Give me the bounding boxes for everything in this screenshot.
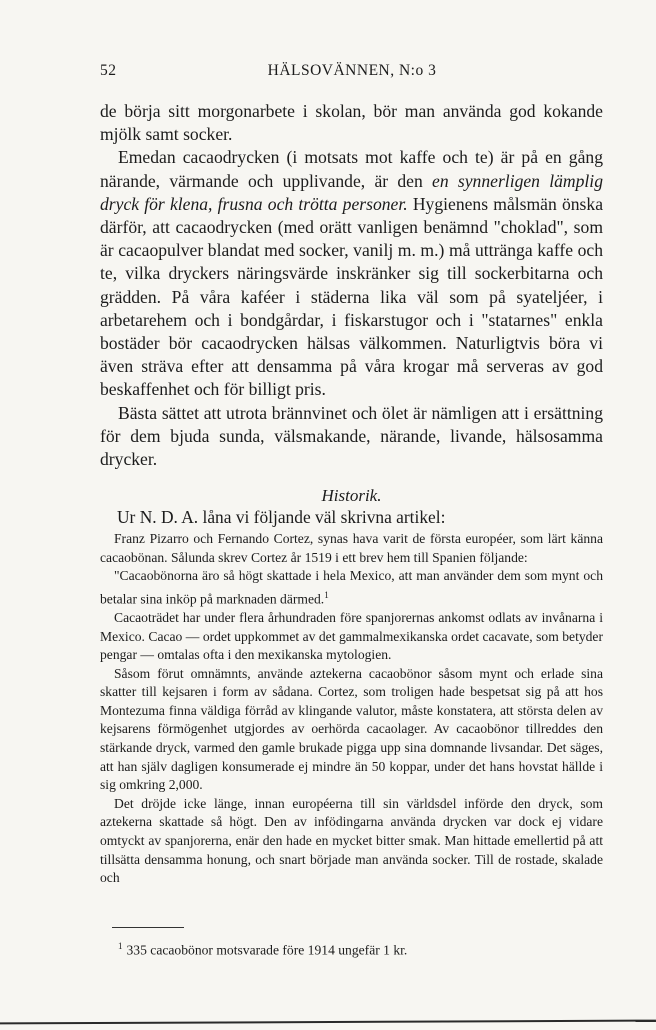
page-edge bbox=[0, 1020, 656, 1030]
section-heading: Historik. bbox=[321, 486, 382, 505]
running-header bbox=[100, 62, 604, 84]
article-text bbox=[100, 530, 603, 888]
running-title: HÄLSOVÄNNEN, N:o 3 bbox=[267, 62, 437, 79]
article-quote: "Cacaobönorna äro så högt skattade i hela Mexico, att man använder dem som mynt och betalar sina inköp på marknaden därmed. bbox=[100, 568, 603, 607]
paragraph-2 bbox=[100, 146, 603, 401]
paragraph-2-start: Emedan cacaodrycken (i motsats mot kaffe och te) är på en gång närande, värmande och upplivande, är den bbox=[100, 147, 603, 191]
paragraph-3: Bästa sättet att utrota brännvinet och ölet är nämligen att i ersättning för dem bjuda sunda, välsmakande, närande, livande, hälsosamma drycker. bbox=[100, 402, 603, 470]
paragraph-2-emphasis: en synnerligen lämplig dryck för klena, frusna och trötta personer. bbox=[100, 170, 603, 214]
footnote-reference: 1 bbox=[324, 589, 329, 600]
paragraph-1: de börja sitt morgonarbete i skolan, bör man använda god kokande mjölk samt socker. bbox=[100, 101, 603, 145]
section-intro: Ur N. D. A. låna vi följande väl skrivna artikel: bbox=[117, 507, 446, 527]
footnote-text: 335 cacaobönor motsvarade före 1914 ungefär 1 kr. bbox=[126, 942, 408, 958]
main-text bbox=[100, 100, 603, 471]
article-paragraph-3: Cacaoträdet har under flera århundraden före spanjorernas ankomst odlats av invånarna i Mexico. Cacao — ordet uppkommet av det gammalmexikanska ordet cacavate, som betyder pengar — omtalas ofta i den mexikanska mytologien. bbox=[100, 609, 603, 663]
footnote bbox=[118, 941, 603, 959]
article-paragraph-4: Såsom förut omnämnts, använde aztekerna cacaobönor såsom mynt och erlade sina skatter till kejsaren i form av sådana. Cortez, som troligen hade bespetsat sig på att hos Montezuma finna väldiga förråd av klingande valutor, måste konstatera, att största delen av kejsarens förmögenhet utgjordes av oerhörda cacaolager. Av cacaobönor tillreddes den stärkande dryck, varmed den gamle brukade pigga upp sina domnande livsandar. Det säges, att han själv dagligen konsumerade ej mindre än 50 koppar, under det hans hovstat hällde i sig omkring 2,000. bbox=[100, 665, 603, 793]
footnote-divider bbox=[112, 927, 184, 928]
article-paragraph-5: Det dröjde icke länge, innan européerna till sin världsdel införde den dryck, som aztekerna skattade så högt. Den av infödingarna använda drycken var dock ej vidare omtyckt av spanjorerna, enär den hade en mycket bitter smak. Man hittade emellertid på att tillsätta densamma honung, och snart började man använda socker. Till de rostade, skalade och bbox=[100, 795, 603, 886]
paragraph-2-end: Hygienens målsmän önska därför, att cacaodrycken (med orätt vanligen benämnd "choklad", som är cacaopulver blandat med socker, vanilj m. m.) må uttränga kaffe och te, vilka dryckers näringsvärde inskränker sig till sockerbitarna och grädden. På våra kaféer i städerna lika väl som på syateljéer, i arbetarehem och i bondgårdar, i fiskarstugor och i "statarnes" enkla bostäder bör cacaodrycken hälsas välkommen. Naturligtvis böra vi även sträva efter att densamma på våra krogar må serveras av god beskaffenhet och för billigt pris. bbox=[100, 193, 604, 400]
article-paragraph-2 bbox=[100, 567, 603, 609]
footnote-mark: 1 bbox=[118, 941, 123, 951]
page-number: 52 bbox=[100, 62, 117, 79]
article-paragraph-1: Franz Pizarro och Fernando Cortez, synas hava varit de första européer, som lärt känna cacaobönan. Sålunda skrev Cortez år 1519 i ett brev hem till Spanien följande: bbox=[100, 531, 603, 565]
